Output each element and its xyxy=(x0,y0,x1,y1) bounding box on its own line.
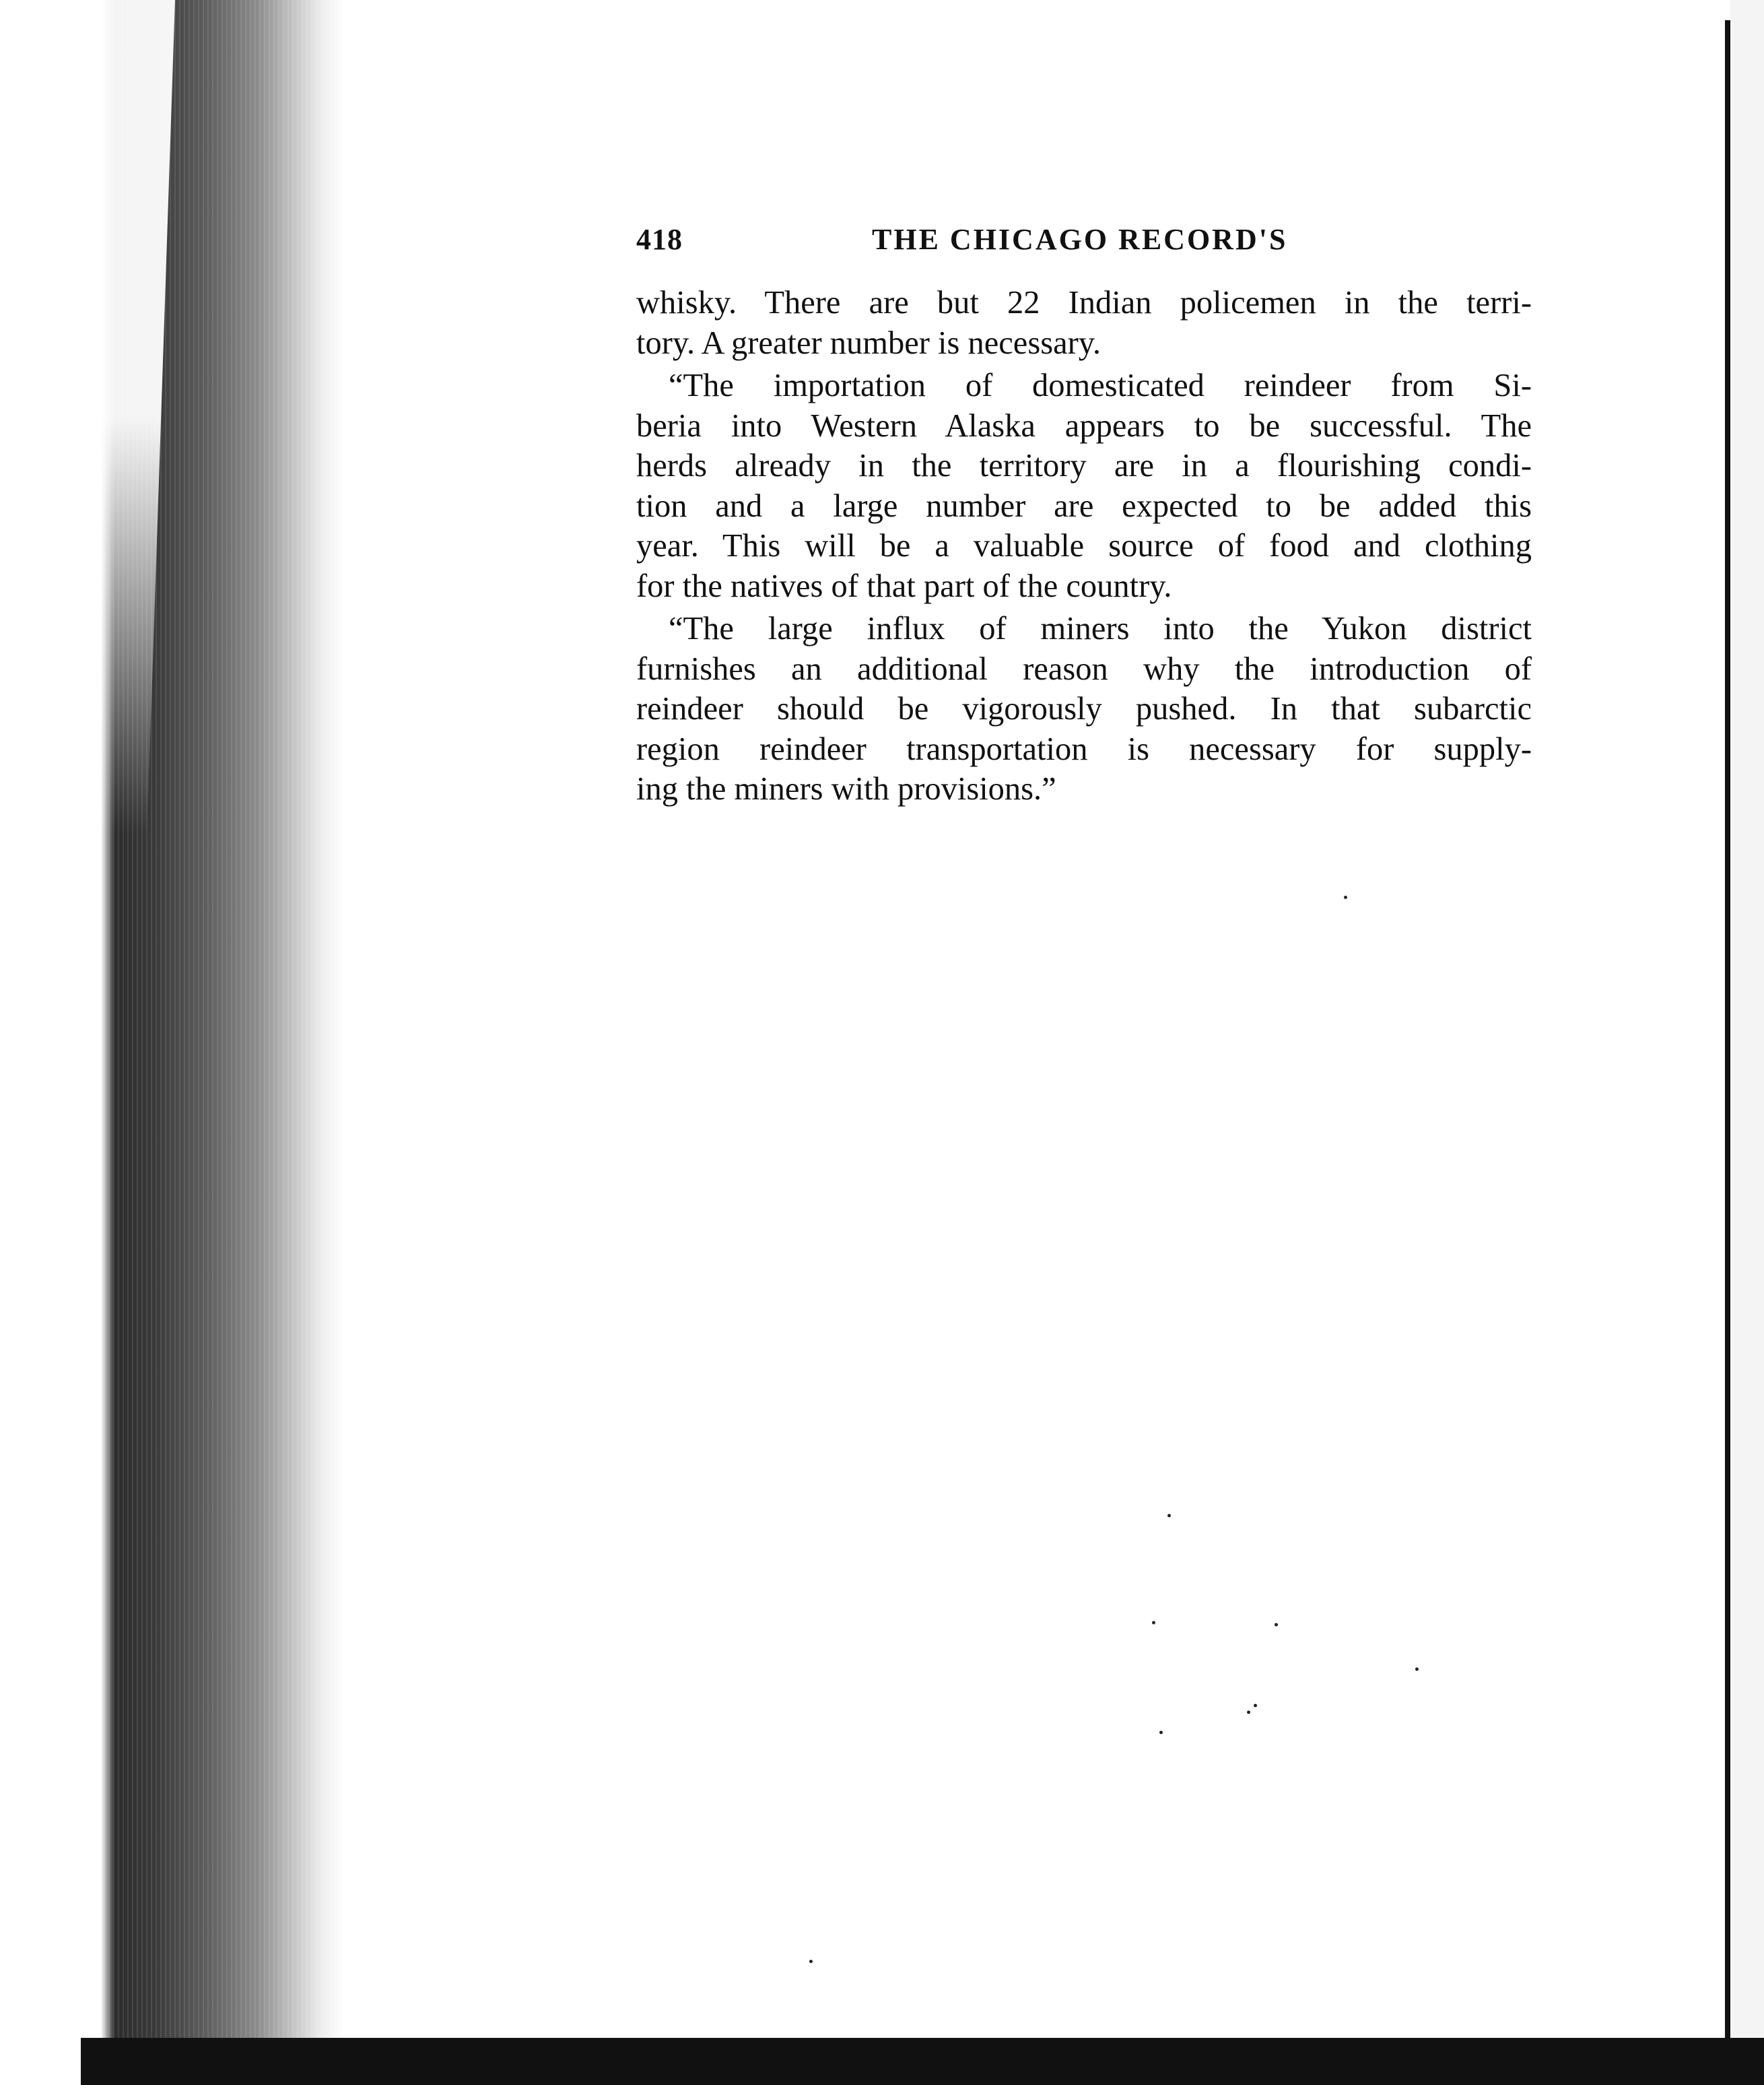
text-line: herds already in the territory are in a flourishing condi- xyxy=(636,448,1532,484)
text-line: region reindeer transportation is necessary for supply- xyxy=(636,731,1532,767)
running-title: THE CHICAGO RECORD'S xyxy=(872,223,1288,256)
scan-speck xyxy=(809,1960,813,1963)
text-line: furnishes an additional reason why the introduction of xyxy=(636,651,1532,687)
text-line: year. This will be a valuable source of food and clothing xyxy=(636,528,1532,564)
scan-bottom-border xyxy=(81,2038,1764,2085)
scan-speck xyxy=(1247,1711,1250,1714)
running-head xyxy=(636,222,1764,256)
text-line: tory. A greater number is necessary. xyxy=(636,325,1101,361)
page-number: 418 xyxy=(636,223,683,256)
scan-speck xyxy=(1275,1623,1278,1626)
scan-speck xyxy=(1344,896,1347,899)
text-line: beria into Western Alaska appears to be successful. The xyxy=(636,407,1532,444)
scan-speck xyxy=(1254,1704,1257,1707)
next-page-edge xyxy=(1725,20,1730,2038)
scan-speck xyxy=(1152,1621,1155,1624)
scan-speck xyxy=(1167,1514,1171,1517)
text-line: for the natives of that part of the country. xyxy=(636,568,1172,604)
next-page-margin xyxy=(1730,0,1764,2085)
body-text xyxy=(636,283,1532,809)
text-line: reindeer should be vigorously pushed. In that subarctic xyxy=(636,691,1532,727)
text-line: ing the miners with provisions.” xyxy=(636,771,1056,807)
text-line: “The large influx of miners into the Yukon district xyxy=(669,611,1532,647)
book-page-edges xyxy=(0,0,350,2085)
scan-speck xyxy=(1159,1731,1163,1734)
text-line: “The importation of domesticated reindeer from Si- xyxy=(669,368,1532,403)
book-page xyxy=(350,0,1724,2038)
text-line: whisky. There are but 22 Indian policemen in the terri- xyxy=(636,285,1532,321)
text-line: tion and a large number are expected to be added this xyxy=(636,488,1532,524)
scan-speck xyxy=(1415,1667,1419,1671)
